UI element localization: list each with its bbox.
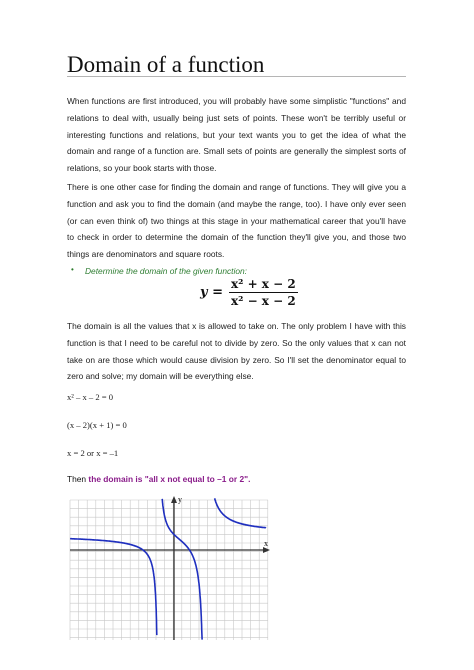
formula-fraction [229, 277, 298, 308]
explanation-paragraph: The domain is all the values that x is allowed to take on. The only problem I have with this function is that I need to be careful not to divide by zero. So the only values that x can not take on are those which would cause division by zero. So I'll set the denominator equal to zero and solve; my domain will be everything else. [67, 321, 406, 382]
formula-numerator: x² + x − 2 [230, 277, 296, 291]
equation-2: (x – 2)(x + 1) = 0 [67, 420, 127, 430]
exercise-prompt: Determine the domain of the given function: [85, 266, 248, 276]
y-axis-arrow-icon [171, 496, 177, 503]
second-paragraph: There is one other case for finding the domain and range of functions. They will give you a function and ask you to find the domain (and maybe the range, too). I have only ever seen (or can even think of) two things at this stage in your mathematical career that you'll have to check in order to determine the domain of the function they'll give you, and those two things are denominators and square roots. [67, 182, 406, 260]
intro-paragraph: When functions are first introduced, you will probably have some simplistic "functions" and relations to deal with, usually being just sets of points. These won't be terribly useful or interesting functions and relations, but your text wants you to get the idea of what the domain and range of a function are. Small sets of points are generally the simplest sorts of relations, so your book starts with those. [67, 96, 406, 174]
result-highlight: the domain is "all x not equal to –1 or 2". [88, 474, 251, 484]
equation-1: x² – x – 2 = 0 [67, 392, 114, 402]
curve-right-branch [215, 498, 266, 528]
function-graph [68, 494, 272, 642]
curve-middle-branch [162, 499, 202, 640]
graph-grid [70, 500, 268, 640]
result-prefix: Then [67, 474, 89, 484]
x-axis-label: x [264, 539, 268, 548]
y-axis-label: y [178, 495, 182, 504]
function-formula [200, 277, 298, 308]
formula-denominator: x² − x − 2 [230, 294, 296, 308]
bullet-icon: • [71, 265, 74, 274]
equation-3: x = 2 or x = –1 [67, 448, 119, 458]
title-divider [67, 76, 406, 77]
formula-lhs: y = [200, 285, 223, 300]
page-title: Domain of a function [67, 52, 265, 77]
domain-result [67, 474, 250, 484]
